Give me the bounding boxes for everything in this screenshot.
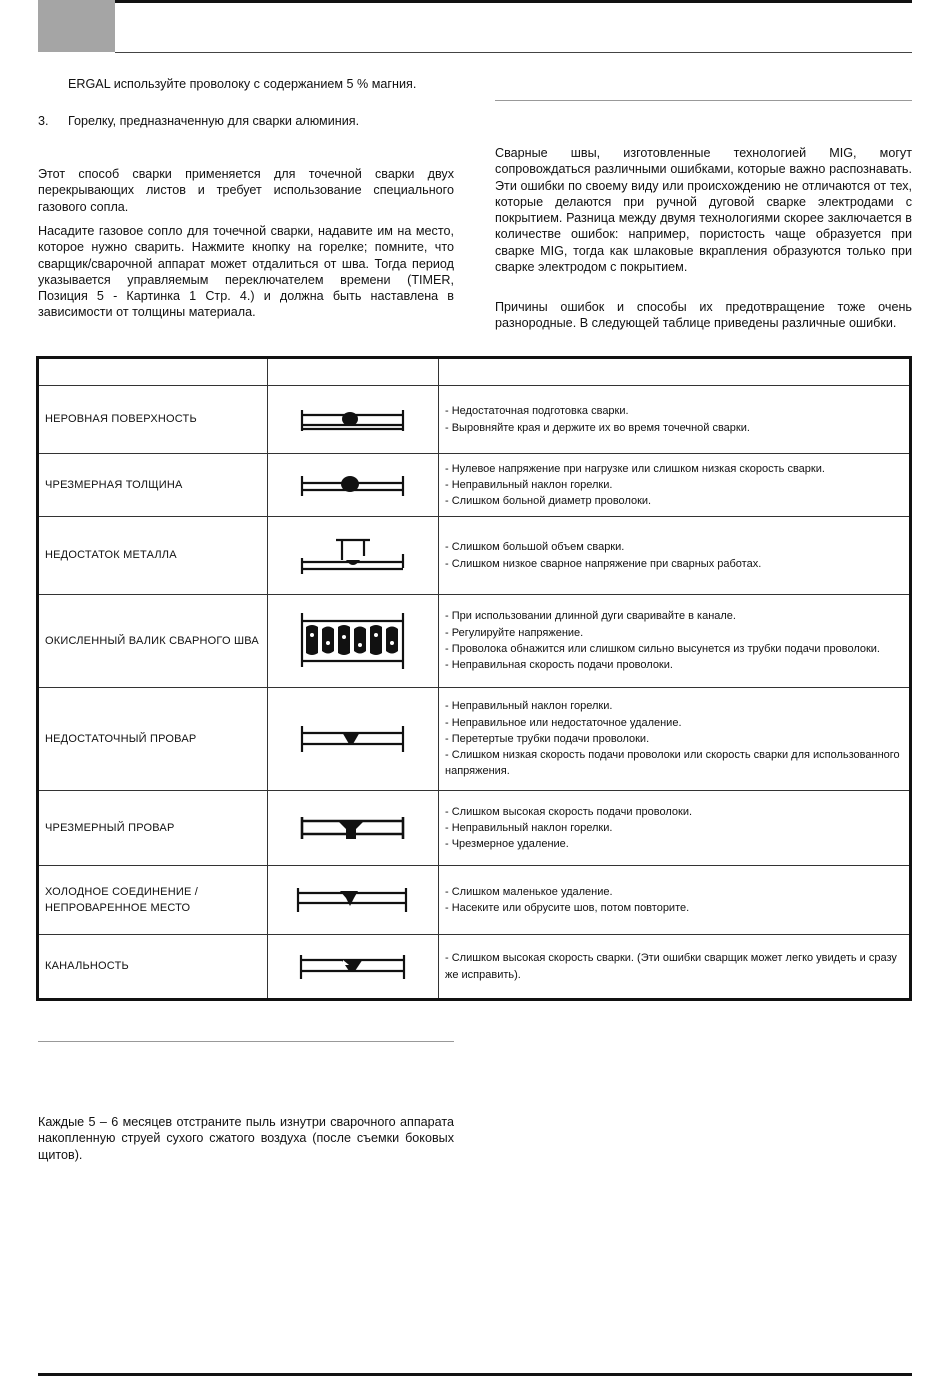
defect-name: КАНАЛЬНОСТЬ bbox=[38, 935, 268, 1000]
table-row bbox=[38, 935, 911, 1000]
cause-line: - Нулевое напряжение при нагрузке или слишком низкая скорость сварки. bbox=[445, 462, 825, 475]
defect-figure bbox=[268, 517, 439, 595]
defect-name: НЕДОСТАТОК МЕТАЛЛА bbox=[38, 517, 268, 595]
cause-line: - Неправильная скорость подачи проволоки. bbox=[445, 659, 673, 672]
undercut-weld-icon bbox=[297, 951, 409, 983]
table-row bbox=[38, 688, 911, 791]
defect-name: ЧРЕЗМЕРНАЯ ТОЛЩИНА bbox=[38, 454, 268, 517]
excessive-penetration-weld-icon bbox=[298, 813, 408, 843]
table-header-row bbox=[38, 358, 911, 386]
cause-line: - Выровняйте края и держите их во время точечной сварки. bbox=[445, 421, 750, 434]
cause-line: - Перетертые трубки подачи проволоки. bbox=[445, 732, 650, 745]
spot-welding-intro: Этот способ сварки применяется для точечной сварки двух перекрывающих листов и требует использование специального газового сопла. bbox=[38, 167, 454, 214]
page-footer-rule bbox=[38, 1373, 912, 1376]
table-row bbox=[38, 595, 911, 688]
defect-causes bbox=[439, 454, 911, 517]
cause-line: - Недостаточная подготовка сварки. bbox=[445, 405, 629, 418]
defect-figure bbox=[268, 791, 439, 866]
excess-thickness-weld-icon bbox=[298, 470, 408, 500]
weld-defects-table bbox=[36, 356, 912, 1001]
defect-causes bbox=[439, 791, 911, 866]
cause-line: - Неправильный наклон горелки. bbox=[445, 821, 613, 834]
cause-line: - Проволока обнажится или слишком сильно высунется из трубки подачи проволоки. bbox=[445, 643, 880, 655]
defect-name: ЧРЕЗМЕРНЫЙ ПРОВАР bbox=[38, 791, 268, 866]
lack-of-metal-weld-icon bbox=[298, 536, 408, 576]
table-row bbox=[38, 454, 911, 517]
insufficient-penetration-weld-icon bbox=[298, 722, 408, 756]
cause-line: - Неправильный наклон горелки. bbox=[445, 700, 613, 713]
maintenance-paragraph: Каждые 5 – 6 месяцев отстраните пыль изнутри сварочного аппарата накопленную струей сухого сжатого воздуха (после съемки боковых щитов). bbox=[38, 1115, 454, 1162]
defect-causes bbox=[439, 386, 911, 454]
defect-figure bbox=[268, 595, 439, 688]
list-item-number: 3. bbox=[38, 114, 49, 128]
defect-figure bbox=[268, 454, 439, 517]
cause-line: - Неправильное или недостаточное удаление. bbox=[445, 716, 682, 729]
header-cell-defect bbox=[38, 358, 268, 386]
defect-causes bbox=[439, 595, 911, 688]
header-top-rule bbox=[115, 0, 912, 3]
defect-causes bbox=[439, 688, 911, 791]
cause-line: - Слишком высокая скорость сварки. (Эти ошибки сварщик может легко увидеть и сразу же исправить). bbox=[445, 952, 897, 981]
cause-line: - Чрезмерное удаление. bbox=[445, 838, 569, 851]
cause-line: - Слишком маленькое удаление. bbox=[445, 885, 613, 898]
header-cell-figure bbox=[268, 358, 439, 386]
cold-joint-weld-icon bbox=[294, 884, 412, 916]
section-rule-right bbox=[495, 100, 912, 101]
oxidized-bead-weld-icon bbox=[298, 609, 408, 673]
causes-paragraph: Причины ошибок и способы их предотвращение тоже очень разнородные. В следующей таблице приведены различные ошибки. bbox=[495, 300, 912, 331]
cause-line: - При использовании длинной дуги сваривайте в канале. bbox=[445, 610, 736, 623]
spot-welding-instructions: Насадите газовое сопло для точечной сварки, надавите им на место, которое нужно сварить. Нажмите кнопку на горелке; помните, что сварщик/сварочной аппарат может отдалиться от шва. Тогда период указывается управляемым переключателем времени (TIMER, Позиция 5 - Картинка 1 Стр. 4.) и должна быть наставлена в зависимости от толщины материала. bbox=[38, 224, 454, 320]
table-row bbox=[38, 386, 911, 454]
header-cell-causes bbox=[439, 358, 911, 386]
cause-line: - Слишком большой объем сварки. bbox=[445, 541, 625, 554]
defect-figure bbox=[268, 688, 439, 791]
table-row bbox=[38, 866, 911, 935]
mig-defects-paragraph: Сварные швы, изготовленные технологией MIG, могут сопровождаться различными ошибками, которые важно распознавать. Эти ошибки по своему виду или происхождению не отличаются от тех, которые делаются при ручной дуговой сварке электродами с покрытием. Разница между двумя технологиями скорее заключается в количестве ошибок: например, пористость чаще образуется при сварке MIG, тогда как шлаковые вкрапления образуются только при сварке электродом с покрытием. bbox=[495, 146, 912, 275]
cause-line: - Регулируйте напряжение. bbox=[445, 626, 584, 639]
section-rule-left bbox=[38, 1041, 454, 1042]
cause-line: - Слишком низкое сварное напряжение при сварных работах. bbox=[445, 557, 762, 570]
defect-figure bbox=[268, 866, 439, 935]
cause-line: - Слишком низкая скорость подачи проволоки или скорость сварки для использованного напряжения. bbox=[445, 749, 900, 778]
defect-figure bbox=[268, 935, 439, 1000]
defect-causes bbox=[439, 517, 911, 595]
uneven-surface-weld-icon bbox=[298, 403, 408, 437]
defect-causes bbox=[439, 866, 911, 935]
defect-figure bbox=[268, 386, 439, 454]
list-item-text: Горелку, предназначенную для сварки алюминия. bbox=[68, 114, 360, 128]
defect-causes bbox=[439, 935, 911, 1000]
table-row bbox=[38, 791, 911, 866]
cause-line: - Слишком больной диаметр проволоки. bbox=[445, 495, 652, 508]
cause-line: - Слишком высокая скорость подачи проволоки. bbox=[445, 805, 693, 818]
cause-line: - Насеките или обрусите шов, потом повторите. bbox=[445, 902, 690, 914]
defect-name: НЕДОСТАТОЧНЫЙ ПРОВАР bbox=[38, 688, 268, 791]
table-row bbox=[38, 517, 911, 595]
header-bottom-rule bbox=[115, 52, 912, 53]
ergal-paragraph: ERGAL используйте проволоку с содержанием 5 % магния. bbox=[68, 77, 417, 91]
cause-line: - Неправильный наклон горелки. bbox=[445, 478, 613, 491]
defect-name: НЕРОВНАЯ ПОВЕРХНОСТЬ bbox=[38, 386, 268, 454]
defect-name: ОКИСЛЕННЫЙ ВАЛИК СВАРНОГО ШВА bbox=[38, 595, 268, 688]
header-grey-block bbox=[38, 0, 115, 52]
defect-name: ХОЛОДНОЕ СОЕДИНЕНИЕ / НЕПРОВАРЕННОЕ МЕСТО bbox=[38, 866, 268, 935]
